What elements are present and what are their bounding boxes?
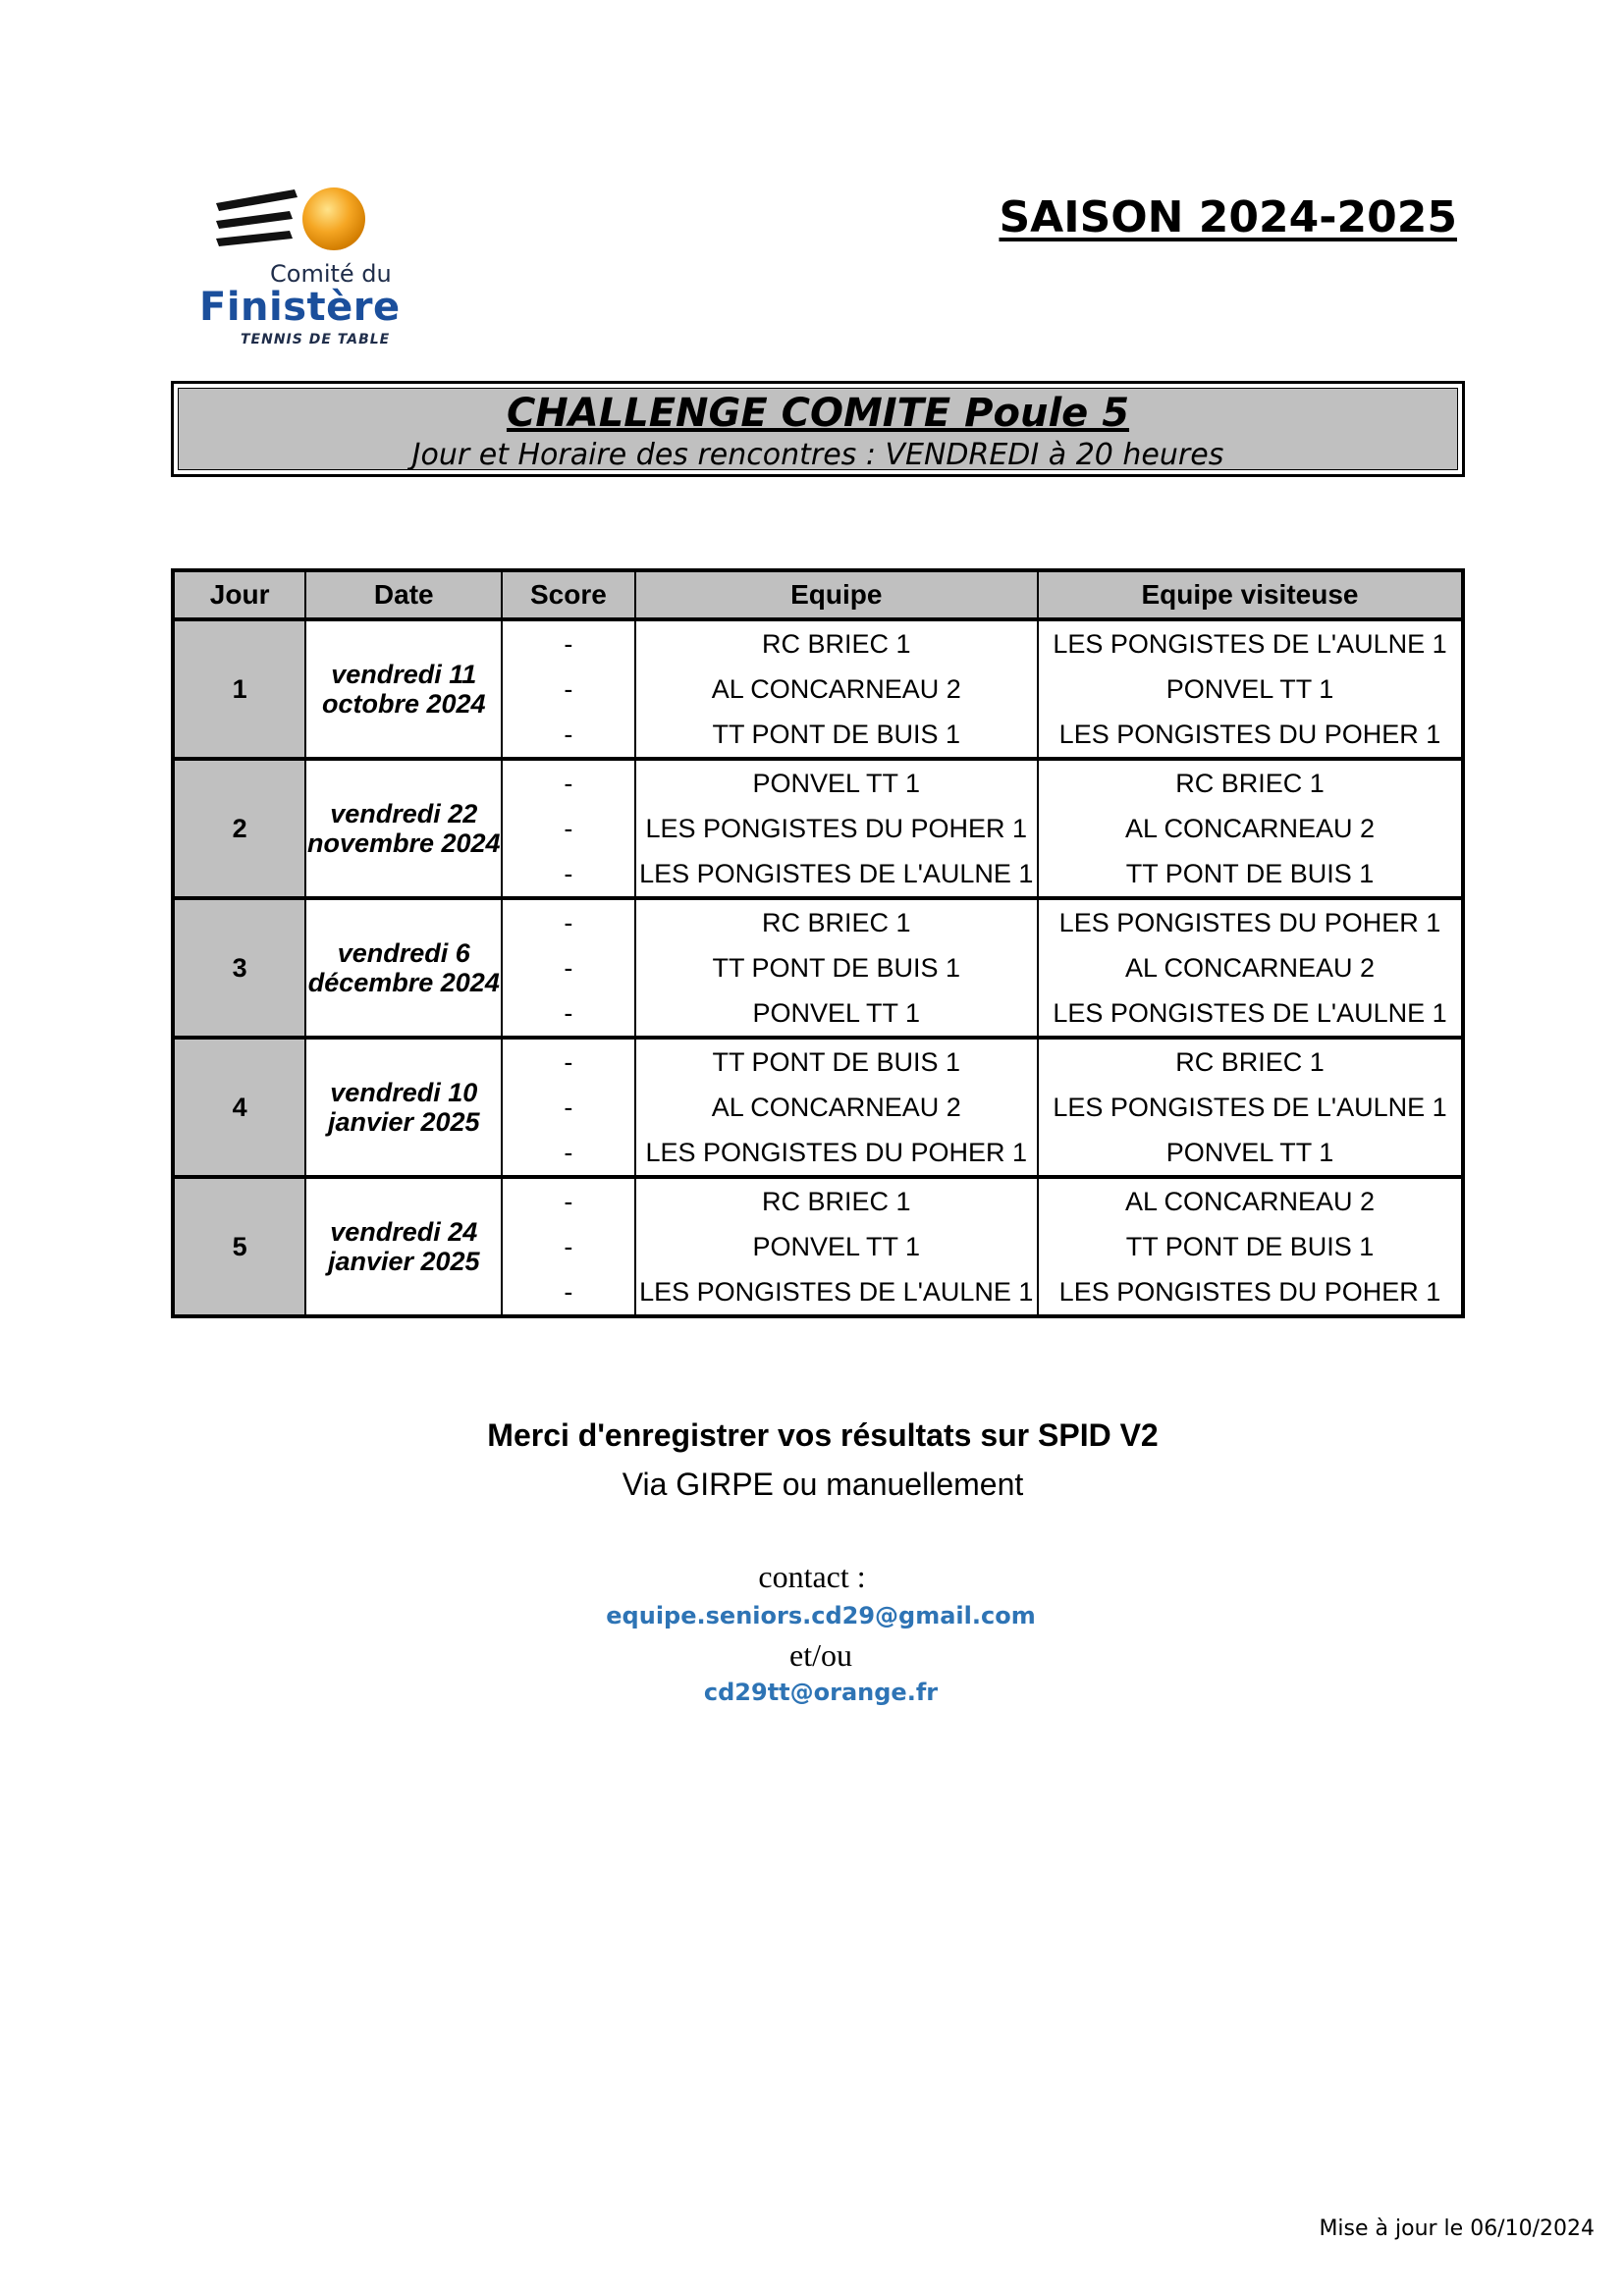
away-team-cell: LES PONGISTES DE L'AULNE 1 (1038, 1085, 1463, 1130)
date-line-1: vendredi 11 (331, 660, 477, 689)
jour-cell: 1 (173, 619, 305, 759)
update-date: Mise à jour le 06/10/2024 (1319, 2216, 1595, 2241)
challenge-title: CHALLENGE COMITE Poule 5 (506, 391, 1130, 436)
away-team-cell: RC BRIEC 1 (1038, 759, 1463, 806)
home-team-cell: TT PONT DE BUIS 1 (635, 1038, 1038, 1085)
season-title: SAISON 2024-2025 (999, 192, 1457, 242)
home-team-cell: RC BRIEC 1 (635, 898, 1038, 945)
date-line-1: vendredi 22 (330, 799, 478, 828)
date-line-2: décembre 2024 (307, 968, 500, 997)
contact-email-1[interactable]: equipe.seniors.cd29@gmail.com (606, 1602, 1036, 1629)
header-jour: Jour (173, 570, 305, 619)
away-team-cell: RC BRIEC 1 (1038, 1038, 1463, 1085)
date-line-2: janvier 2025 (327, 1247, 480, 1276)
results-message: Merci d'enregistrer vos résultats sur SPID V2 (487, 1417, 1159, 1453)
results-method: Via GIRPE ou manuellement (622, 1467, 1024, 1502)
header-equipe: Equipe (635, 570, 1038, 619)
away-team-cell: LES PONGISTES DE L'AULNE 1 (1038, 619, 1463, 667)
jour-cell: 4 (173, 1038, 305, 1177)
title-banner (171, 381, 1465, 477)
score-cell: - (502, 1224, 634, 1269)
score-cell: - (502, 759, 634, 806)
date-line-1: vendredi 24 (330, 1217, 478, 1247)
home-team-cell: PONVEL TT 1 (635, 990, 1038, 1038)
home-team-cell: TT PONT DE BUIS 1 (635, 712, 1038, 759)
home-team-cell: RC BRIEC 1 (635, 619, 1038, 667)
home-team-cell: LES PONGISTES DU POHER 1 (635, 806, 1038, 851)
table-row (173, 759, 1463, 806)
away-team-cell: LES PONGISTES DE L'AULNE 1 (1038, 990, 1463, 1038)
home-team-cell: AL CONCARNEAU 2 (635, 1085, 1038, 1130)
logo-ball-icon (191, 182, 427, 260)
date-line-2: novembre 2024 (306, 828, 501, 858)
date-cell (305, 619, 502, 759)
date-cell (305, 1177, 502, 1316)
logo-text-finistere: Finistère (199, 285, 401, 330)
logo-text-tennis: TENNIS DE TABLE (241, 332, 391, 347)
away-team-cell: PONVEL TT 1 (1038, 667, 1463, 712)
away-team-cell: LES PONGISTES DU POHER 1 (1038, 1269, 1463, 1316)
score-cell: - (502, 1177, 634, 1224)
date-line-1: vendredi 6 (337, 938, 470, 968)
date-cell (305, 759, 502, 898)
logo-text-comite: Comité du (270, 260, 392, 288)
table-row (173, 1038, 1463, 1085)
score-cell: - (502, 990, 634, 1038)
schedule-subtitle: Jour et Horaire des rencontres : VENDREDI à 20 heures (411, 438, 1224, 472)
header-date: Date (305, 570, 502, 619)
jour-cell: 3 (173, 898, 305, 1038)
header-score: Score (502, 570, 634, 619)
title-banner-inner (178, 388, 1458, 470)
away-team-cell: AL CONCARNEAU 2 (1038, 945, 1463, 990)
away-team-cell: PONVEL TT 1 (1038, 1130, 1463, 1177)
home-team-cell: LES PONGISTES DU POHER 1 (635, 1130, 1038, 1177)
date-cell (305, 1038, 502, 1177)
home-team-cell: PONVEL TT 1 (635, 1224, 1038, 1269)
away-team-cell: LES PONGISTES DU POHER 1 (1038, 712, 1463, 759)
score-cell: - (502, 945, 634, 990)
header-equipe-visiteuse: Equipe visiteuse (1038, 570, 1463, 619)
jour-cell: 5 (173, 1177, 305, 1316)
score-cell: - (502, 851, 634, 898)
score-cell: - (502, 1269, 634, 1316)
date-line-1: vendredi 10 (330, 1078, 478, 1107)
score-cell: - (502, 712, 634, 759)
table-row (173, 619, 1463, 667)
jour-cell: 2 (173, 759, 305, 898)
home-team-cell: AL CONCARNEAU 2 (635, 667, 1038, 712)
score-cell: - (502, 619, 634, 667)
home-team-cell: RC BRIEC 1 (635, 1177, 1038, 1224)
schedule-table (171, 568, 1465, 1318)
away-team-cell: AL CONCARNEAU 2 (1038, 806, 1463, 851)
home-team-cell: LES PONGISTES DE L'AULNE 1 (635, 851, 1038, 898)
away-team-cell: TT PONT DE BUIS 1 (1038, 1224, 1463, 1269)
score-cell: - (502, 1085, 634, 1130)
score-cell: - (502, 806, 634, 851)
date-line-2: janvier 2025 (327, 1107, 480, 1137)
schedule-body (173, 619, 1463, 1316)
away-team-cell: TT PONT DE BUIS 1 (1038, 851, 1463, 898)
table-header-row (173, 570, 1463, 619)
away-team-cell: AL CONCARNEAU 2 (1038, 1177, 1463, 1224)
contact-label: contact : (758, 1559, 866, 1594)
score-cell: - (502, 1130, 634, 1177)
table-row (173, 898, 1463, 945)
table-row (173, 1177, 1463, 1224)
score-cell: - (502, 667, 634, 712)
home-team-cell: PONVEL TT 1 (635, 759, 1038, 806)
date-line-2: octobre 2024 (321, 689, 486, 719)
comite-finistere-logo (191, 182, 427, 353)
away-team-cell: LES PONGISTES DU POHER 1 (1038, 898, 1463, 945)
contact-email-2[interactable]: cd29tt@orange.fr (703, 1679, 939, 1706)
score-cell: - (502, 898, 634, 945)
date-cell (305, 898, 502, 1038)
home-team-cell: LES PONGISTES DE L'AULNE 1 (635, 1269, 1038, 1316)
contact-and-or: et/ou (789, 1637, 852, 1673)
home-team-cell: TT PONT DE BUIS 1 (635, 945, 1038, 990)
score-cell: - (502, 1038, 634, 1085)
